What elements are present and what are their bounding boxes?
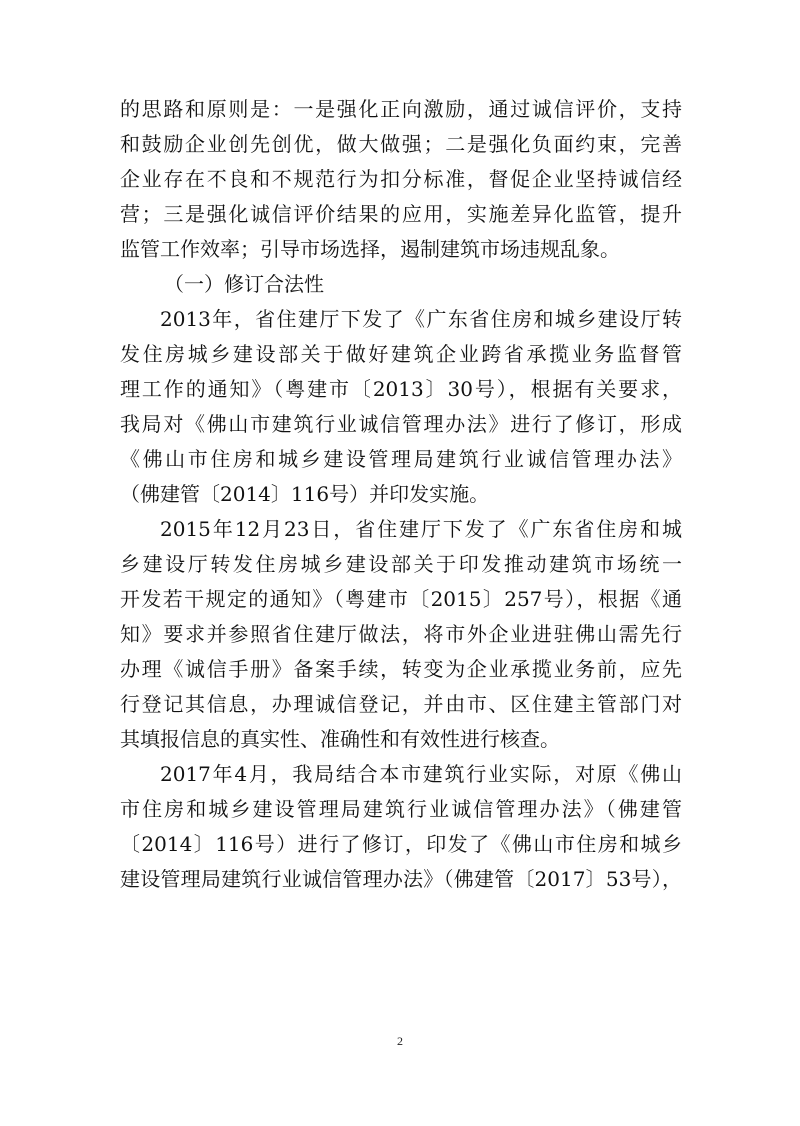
paragraph-2013 <box>120 302 682 512</box>
text-line: 《佛山市住房和城乡建设管理局建筑行业诚信管理办法》 <box>120 447 682 471</box>
section-heading: （一）修订合法性 <box>164 272 324 296</box>
text-line: （佛建管〔2014〕116号）并印发实施。 <box>120 482 490 506</box>
paragraph-2017 <box>120 757 682 897</box>
paragraph-2015 <box>120 512 682 757</box>
text-line: 和鼓励企业创先创优，做大做强；二是强化负面约束，完善 <box>120 132 682 156</box>
text-line: 企业存在不良和不规范行为扣分标准，督促企业坚持诚信经 <box>120 167 682 191</box>
text-line: 知》要求并参照省住建厅做法，将市外企业进驻佛山需先行 <box>120 622 682 646</box>
text-line: 建设管理局建筑行业诚信管理办法》（佛建管〔2017〕53号）， <box>120 867 682 891</box>
text-line: 办理《诚信手册》备案手续，转变为企业承揽业务前，应先 <box>120 657 682 681</box>
text-line: 监管工作效率；引导市场选择，遏制建筑市场违规乱象。 <box>120 237 620 261</box>
text-line: 开发若干规定的通知》（粤建市〔2015〕257号），根据《通 <box>120 587 682 611</box>
text-line: 乡建设厅转发住房城乡建设部关于印发推动建筑市场统一 <box>120 552 682 576</box>
text-line: 理工作的通知》（粤建市〔2013〕30号），根据有关要求， <box>120 377 682 401</box>
paragraph-intro <box>120 92 682 267</box>
text-line: 2013年，省住建厅下发了《广东省住房和城乡建设厅转 <box>160 307 682 331</box>
text-line: 的思路和原则是：一是强化正向激励，通过诚信评价，支持 <box>120 97 682 121</box>
text-line: 〔2014〕116号）进行了修订，印发了《佛山市住房和城乡 <box>120 832 682 856</box>
text-line: 行登记其信息，办理诚信登记，并由市、区住建主管部门对 <box>120 692 682 716</box>
page-number: 2 <box>397 1034 403 1048</box>
text-line: 市住房和城乡建设管理局建筑行业诚信管理办法》（佛建管 <box>120 797 682 821</box>
text-line: 发住房城乡建设部关于做好建筑企业跨省承揽业务监督管 <box>120 342 682 366</box>
text-line: 其填报信息的真实性、准确性和有效性进行核查。 <box>120 727 560 751</box>
body-text <box>120 92 682 897</box>
text-line: 我局对《佛山市建筑行业诚信管理办法》进行了修订，形成 <box>120 412 682 436</box>
text-line: 2017年4月，我局结合本市建筑行业实际，对原《佛山 <box>160 762 682 786</box>
text-line: 2015年12月23日，省住建厅下发了《广东省住房和城 <box>160 517 682 541</box>
text-line: 营；三是强化诚信评价结果的应用，实施差异化监管，提升 <box>120 202 682 226</box>
